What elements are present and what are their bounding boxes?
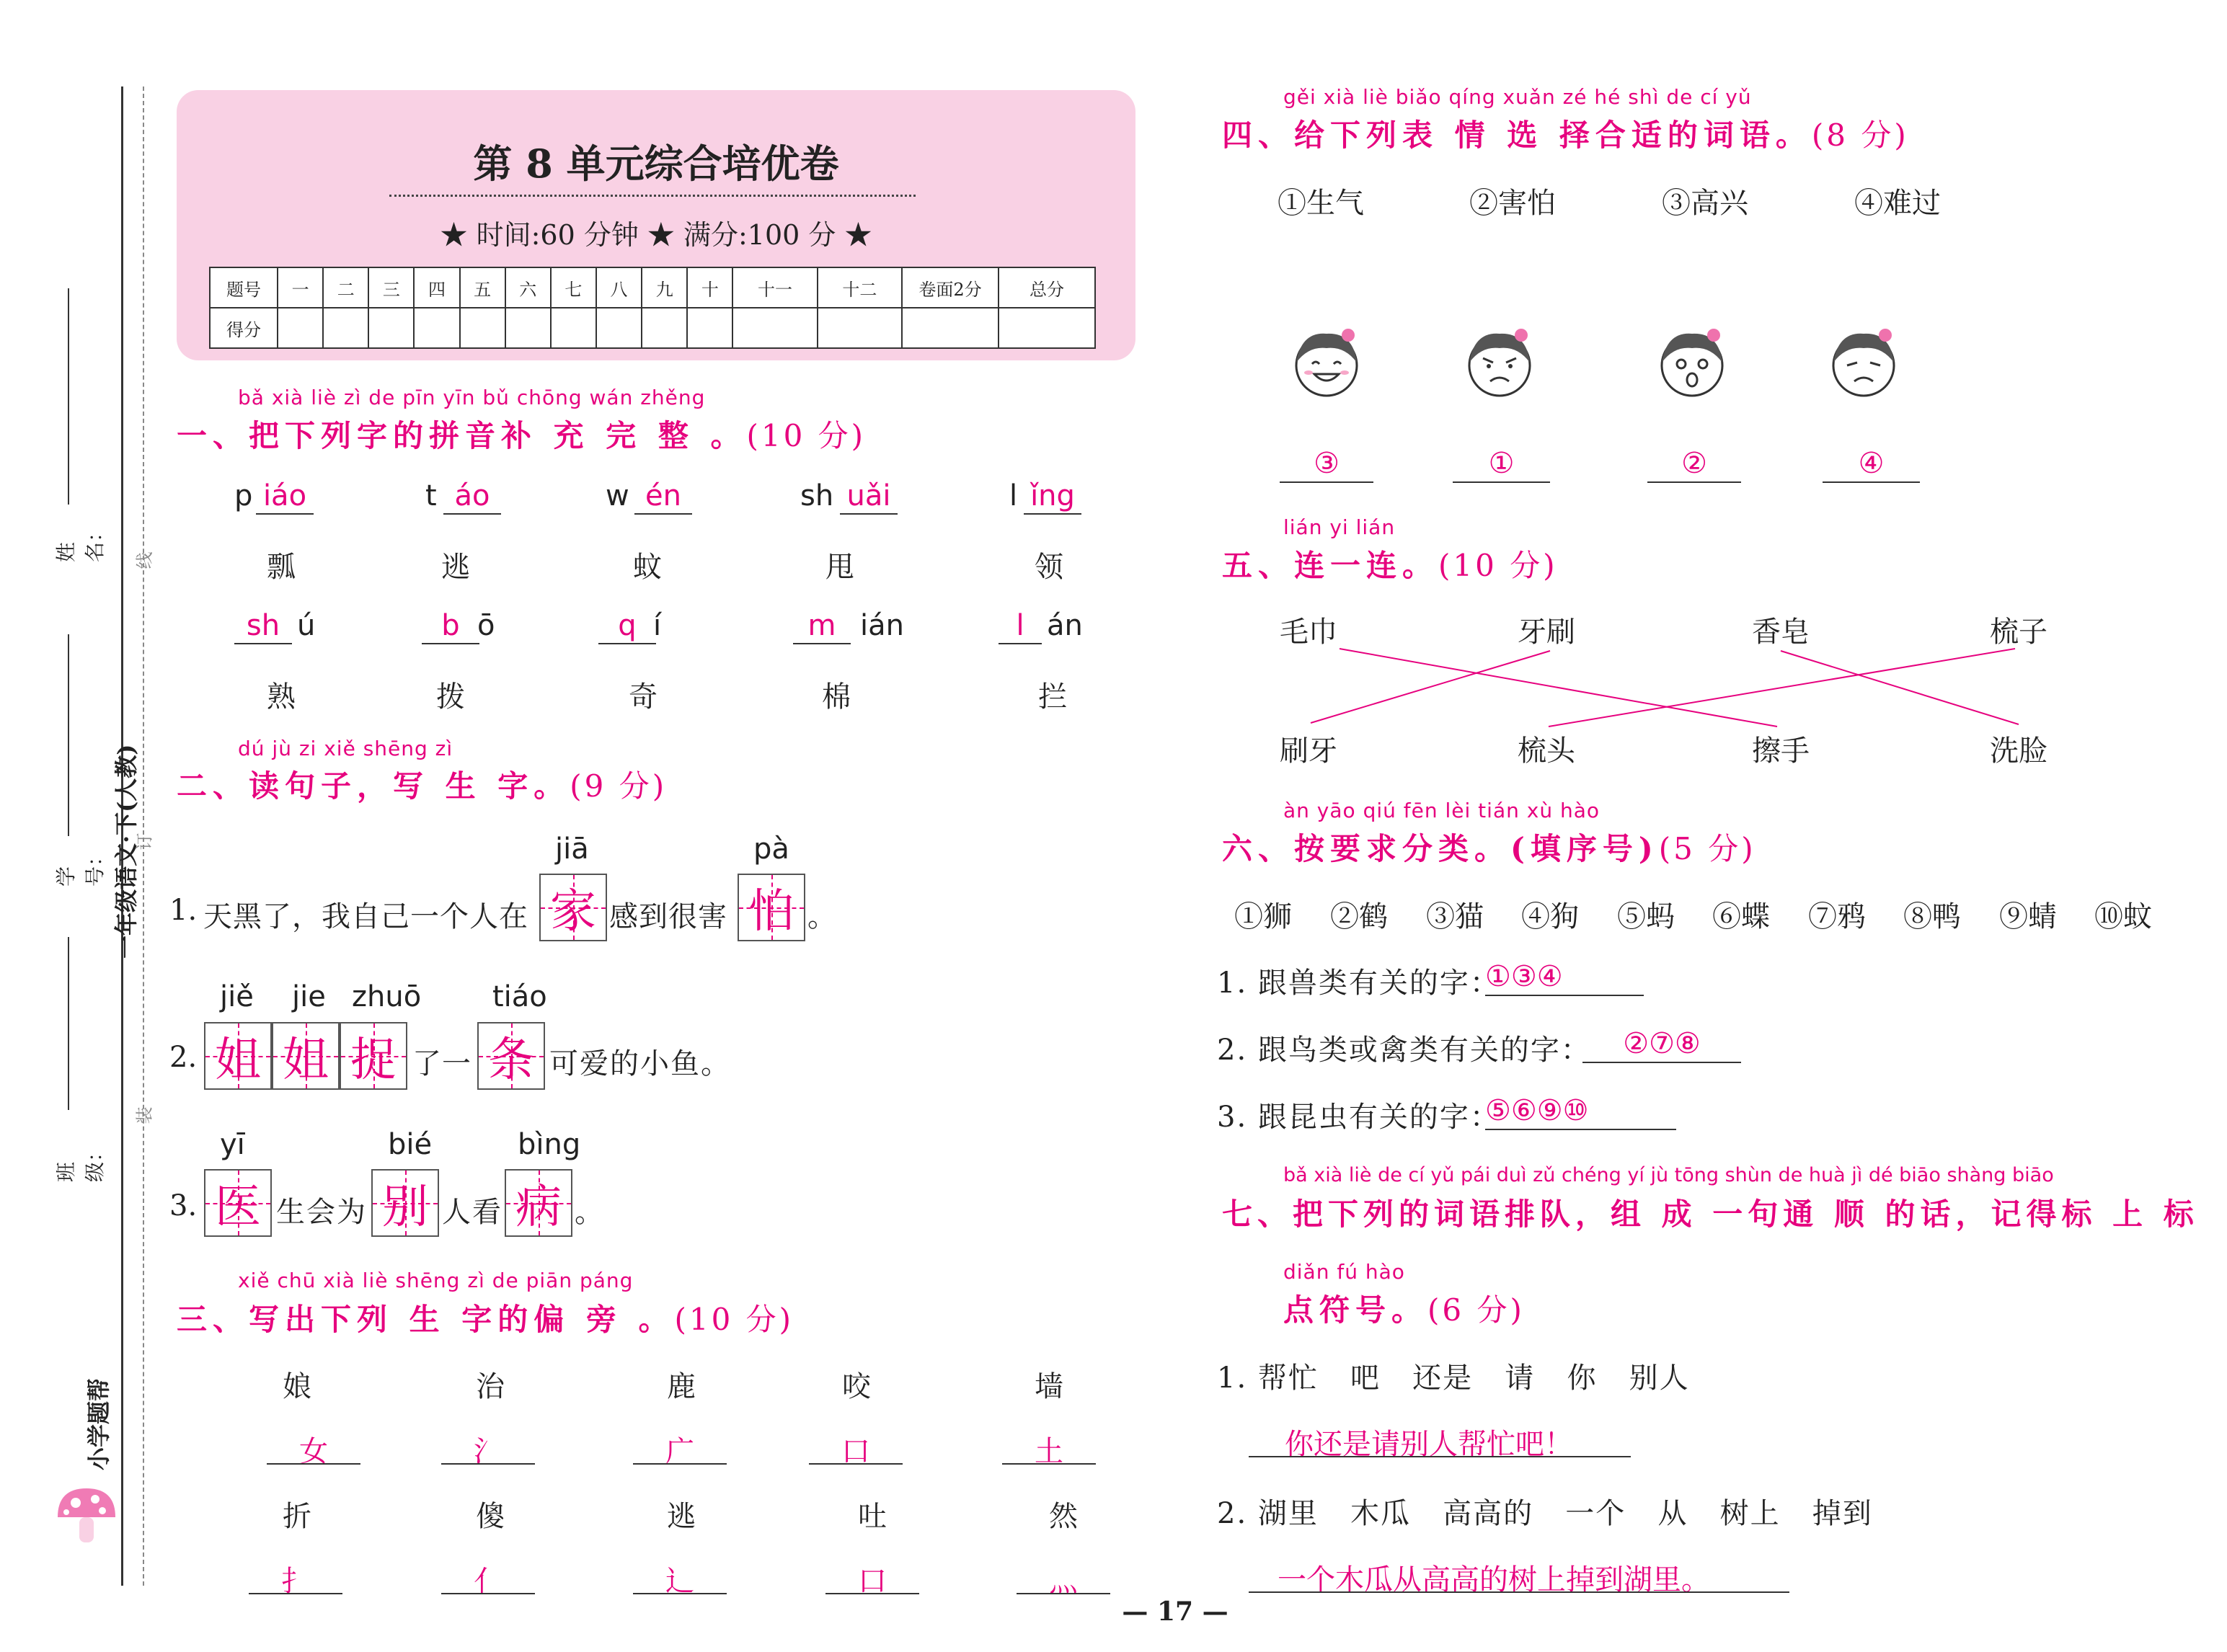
s1-r1-char: 甩: [825, 551, 854, 584]
s1-r2-ans[interactable]: m: [807, 609, 836, 642]
s4-answer[interactable]: ②: [1681, 447, 1707, 480]
s1-r2-ans[interactable]: sh: [246, 609, 280, 642]
s5-match-line: [1781, 651, 2019, 724]
s3-r1-char: 墙: [1035, 1370, 1063, 1403]
s6-title: 六、按要求分类。(填序号)(5 分): [1222, 831, 1756, 866]
s4-title: 四、给下列表 情 选 择合适的词语。(8 分): [1222, 117, 1909, 153]
s7-pinyin-2: diǎn fú hào: [1283, 1260, 1405, 1284]
s4-option: ③高兴: [1662, 187, 1748, 220]
s2-q1-py2: pà: [753, 832, 789, 866]
score-cell: 三: [368, 267, 414, 308]
s3-r2-ans[interactable]: 扌: [281, 1565, 310, 1598]
s1-r1-pre: p: [234, 479, 253, 512]
s1-r2-post: ú: [297, 609, 316, 642]
s4-pinyin: gěi xià liè biǎo qíng xuǎn zé hé shì de cí yǔ: [1283, 85, 1752, 109]
s1-r1-ans[interactable]: én: [645, 479, 681, 512]
s2-q3-after: 。: [575, 1196, 603, 1229]
s6-q1-answer[interactable]: ①③④: [1485, 960, 1563, 993]
s6-q2-answer[interactable]: ②⑦⑧: [1623, 1027, 1701, 1060]
s5-bottom-word[interactable]: 刷牙: [1280, 734, 1337, 768]
s6-item: ①狮: [1234, 900, 1292, 933]
s1-r2-char: 棉: [822, 680, 851, 714]
s3-r2-ans[interactable]: 亻: [474, 1565, 502, 1598]
book-label: 一年级语文·下(人教): [112, 744, 140, 959]
s3-r2-char: 折: [283, 1500, 311, 1533]
s2-q2-py1: jiě: [220, 980, 254, 1013]
s6-item: ⑧鸭: [1903, 900, 1961, 933]
name-label: 姓名：: [54, 521, 107, 562]
s4-option: ②害怕: [1469, 187, 1556, 220]
s7-title-1: 七、把下列的词语排队，组 成 一句通 顺 的话，记得标 上 标: [1222, 1196, 2199, 1232]
s1-r2-char: 熟: [267, 680, 296, 714]
s1-r1-pre: t: [425, 479, 437, 512]
s1-r1-ans[interactable]: ǐng: [1030, 479, 1075, 512]
s7-pinyin-1: bǎ xià liè de cí yǔ pái duì zǔ chéng yí jù tōng shùn de huà jì dé biāo shàng biāo: [1283, 1164, 2054, 1186]
s6-q3-answer[interactable]: ⑤⑥⑨⑩: [1485, 1094, 1589, 1127]
s2-q3-box3[interactable]: 病: [505, 1169, 572, 1237]
s3-r1-ans[interactable]: 女: [299, 1435, 328, 1468]
s6-item: ⑥蝶: [1712, 900, 1770, 933]
s7-title-2: 点符号。(6 分): [1283, 1292, 1525, 1328]
score-cell: 九: [642, 267, 687, 308]
s1-pinyin: bǎ xià liè zì de pīn yīn bǔ chōng wán zhěng: [238, 386, 706, 409]
s1-title: 一、把下列字的拼音补 充 完 整 。(10 分): [177, 418, 867, 453]
s1-r1-pre: w: [606, 479, 629, 512]
s1-r1-ans[interactable]: uǎi: [846, 479, 891, 512]
s3-r1-ans[interactable]: 氵: [474, 1435, 502, 1468]
s2-pinyin: dú jù zi xiě shēng zì: [238, 737, 453, 760]
s3-r2-char: 傻: [476, 1500, 505, 1533]
s2-q3-box2[interactable]: 别: [371, 1169, 439, 1237]
s3-r1-ans[interactable]: 广: [665, 1435, 694, 1468]
s3-r1-char: 娘: [283, 1370, 311, 1403]
s6-item: ⑨蜻: [1999, 900, 2057, 933]
s5-pinyin: lián yi lián: [1283, 515, 1396, 539]
s6-q3-label: 3. 跟昆虫有关的字：: [1217, 1101, 1500, 1134]
score-cell: 总分: [999, 267, 1095, 308]
s2-q2-box3[interactable]: 捉: [340, 1022, 407, 1090]
s3-r1-char: 咬: [842, 1370, 871, 1403]
s1-r2-post: ō: [477, 609, 495, 642]
binding-zhuang: 装: [134, 1106, 155, 1124]
s3-r2-char: 然: [1049, 1500, 1078, 1533]
s1-r1-char: 领: [1035, 551, 1063, 584]
s3-r1-ans[interactable]: 土: [1035, 1435, 1063, 1468]
s6-item: ②鹤: [1330, 900, 1388, 933]
s4-answer[interactable]: ③: [1314, 447, 1340, 480]
score-cell: 五: [460, 267, 505, 308]
s2-q2-box4[interactable]: 条: [477, 1022, 545, 1090]
s3-r2-char: 逃: [667, 1500, 696, 1533]
s2-q2-after: 可爱的小鱼。: [549, 1047, 731, 1080]
s1-r1-char: 瓢: [267, 551, 296, 584]
s5-match-line: [1311, 651, 1550, 723]
s7-q1-answer[interactable]: 你还是请别人帮忙吧！: [1285, 1428, 1573, 1461]
s1-r2-ans[interactable]: b: [441, 609, 460, 642]
page-title: 第 8 单元综合培优卷: [473, 141, 839, 187]
s2-q3-num: 3.: [169, 1189, 198, 1222]
score-cell: 四: [414, 267, 459, 308]
s2-q3-mid2: 人看: [442, 1196, 502, 1229]
s2-q1-after: 。: [807, 900, 836, 933]
s5-bottom-word[interactable]: 洗脸: [1990, 734, 2047, 768]
s1-r1-ans[interactable]: iáo: [262, 479, 307, 512]
s1-r2-post: án: [1047, 609, 1083, 642]
page-number: — 17 —: [1122, 1597, 1228, 1627]
s3-r1-char: 治: [476, 1370, 505, 1403]
s5-top-word[interactable]: 香皂: [1752, 616, 1810, 649]
s3-r2-ans[interactable]: 辶: [665, 1565, 694, 1598]
s2-q1-box1[interactable]: 家: [539, 874, 607, 941]
score-cell: 八: [596, 267, 642, 308]
s1-r1-char: 蚊: [633, 551, 662, 584]
s7-q1-words: 1. 帮忙 吧 还是 请 你 别人: [1217, 1362, 1690, 1395]
s6-q2-label: 2. 跟鸟类或禽类有关的字：: [1217, 1034, 1591, 1067]
score-cell: 十一: [732, 267, 817, 308]
s5-bottom-word[interactable]: 梳头: [1518, 734, 1575, 768]
s3-r1-ans[interactable]: 口: [841, 1435, 870, 1468]
s2-q2-mid: 了一: [412, 1047, 471, 1080]
s7-q2-words: 2. 湖里 木瓜 高高的 一个 从 树上 掉到: [1217, 1497, 1873, 1530]
s6-item: ④狗: [1521, 900, 1579, 933]
s3-r2-ans[interactable]: 口: [858, 1565, 887, 1598]
s2-q3-py2: bié: [388, 1128, 433, 1161]
s2-q3-mid1: 生会为: [276, 1196, 367, 1229]
s1-r1-pre: l: [1009, 479, 1018, 512]
s3-r1-char: 鹿: [667, 1370, 696, 1403]
s1-r2-ans[interactable]: q: [618, 609, 637, 642]
s5-match-line: [1340, 649, 1777, 727]
s1-r1-char: 逃: [441, 551, 470, 584]
s2-q2-box2[interactable]: 姐: [272, 1022, 340, 1090]
student-id-label: 学号：: [54, 845, 107, 887]
s1-r2-post: ián: [860, 609, 904, 642]
binding-xian: 线: [134, 551, 155, 569]
s2-q3-box1[interactable]: 医: [204, 1169, 272, 1237]
score-cell: 十: [687, 267, 732, 308]
score-cell: 一: [278, 267, 323, 308]
s6-item: ③猫: [1426, 900, 1484, 933]
s2-q1-box2[interactable]: 怕: [738, 874, 805, 941]
s7-q2-answer[interactable]: 一个木瓜从高高的树上掉到湖里。: [1278, 1563, 1710, 1597]
s1-r2-post: í: [653, 609, 662, 642]
s2-q2-num: 2.: [169, 1041, 198, 1074]
class-label: 班级：: [54, 1141, 107, 1182]
s3-r2-char: 吐: [858, 1500, 887, 1533]
s6-pinyin: àn yāo qiú fēn lèi tián xù hào: [1283, 799, 1600, 822]
s3-title: 三、写出下列 生 字的偏 旁 。(10 分): [177, 1302, 794, 1337]
s2-q1-mid: 感到很害: [609, 900, 727, 933]
s5-top-word[interactable]: 毛巾: [1280, 616, 1337, 649]
s3-pinyin: xiě chū xià liè shēng zì de piān páng: [238, 1269, 634, 1292]
s2-q1-py1: jiā: [555, 832, 589, 866]
score-row-label: 得分: [210, 308, 278, 348]
s2-q3-py1: yī: [220, 1128, 245, 1161]
s4-answer[interactable]: ①: [1488, 447, 1515, 480]
s2-q2-py4: tiáo: [492, 980, 547, 1013]
score-cell: 二: [323, 267, 368, 308]
s5-top-word[interactable]: 梳子: [1990, 616, 2047, 649]
s1-r2-char: 奇: [629, 680, 658, 714]
s2-q1-before: 天黑了，我自己一个人在: [203, 900, 528, 933]
score-cell: 题号: [210, 267, 278, 308]
s4-option: ①生气: [1278, 187, 1364, 220]
score-cell: 七: [551, 267, 596, 308]
s1-r2-ans[interactable]: l: [1016, 609, 1024, 642]
score-cell: 六: [505, 267, 551, 308]
exam-meta: ★ 时间:60 分钟 ★ 满分:100 分 ★: [440, 219, 872, 251]
brand-label: 小学题帮: [85, 1377, 112, 1470]
s5-top-word[interactable]: 牙刷: [1518, 616, 1575, 649]
s6-q1-label: 1. 跟兽类有关的字：: [1217, 967, 1500, 1000]
score-cell: 卷面2分: [902, 267, 999, 308]
s6-item: ⑩蚊: [2094, 900, 2152, 933]
s1-r1-pre: sh: [800, 479, 834, 512]
s6-item: ⑤蚂: [1617, 900, 1675, 933]
s4-answer[interactable]: ④: [1858, 447, 1885, 480]
s5-title: 五、连一连。(10 分): [1222, 548, 1558, 583]
binding-ding: 订: [134, 832, 155, 851]
s1-r1-ans[interactable]: áo: [454, 479, 490, 512]
s2-title: 二、读句子，写 生 字。(9 分): [177, 768, 668, 804]
s4-option: ④难过: [1854, 187, 1941, 220]
s2-q1-num: 1.: [169, 894, 198, 927]
score-cell: 十二: [818, 267, 902, 308]
s5-bottom-word[interactable]: 擦手: [1752, 734, 1810, 768]
s1-r2-char: 拨: [436, 680, 465, 714]
s5-match-line: [1549, 649, 2015, 727]
s3-r2-ans[interactable]: 灬: [1049, 1565, 1078, 1598]
s2-q3-py3: bìng: [518, 1128, 581, 1161]
s6-item: ⑦鸦: [1808, 900, 1866, 933]
s2-q2-box1[interactable]: 姐: [204, 1022, 272, 1090]
s2-q2-py3: zhuō: [352, 980, 422, 1013]
s2-q2-py2: jie: [292, 980, 326, 1013]
s1-r2-char: 拦: [1038, 680, 1067, 714]
